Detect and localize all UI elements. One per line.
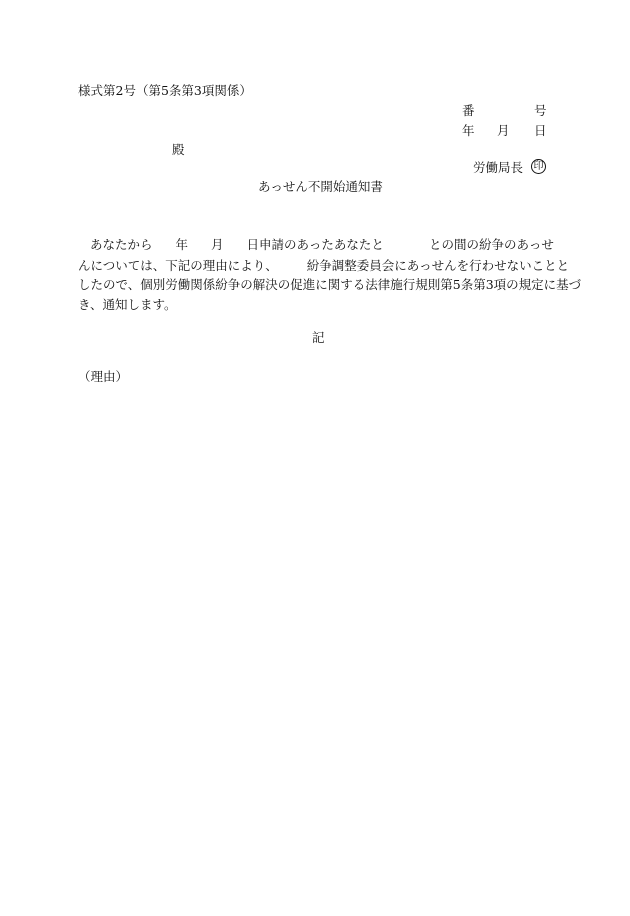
body-text-segment: 日申請のあったあなたと xyxy=(246,237,384,252)
reference-number-prefix: 番 xyxy=(462,103,475,118)
body-text-segment: との間の紛争のあっせ xyxy=(428,237,554,252)
date-month-label: 月 xyxy=(497,123,510,138)
body-paragraph-line-2 xyxy=(78,258,569,274)
body-paragraph-line-1 xyxy=(78,237,554,253)
issuer-title: 労働局長 xyxy=(473,160,524,175)
body-text-segment: あなたから xyxy=(90,237,153,252)
body-text-segment: 紛争調整委員会にあっせんを行わせないことと xyxy=(306,258,570,273)
note-heading: 記 xyxy=(312,330,325,345)
form-number-label: 様式第2号（第5条第3項関係） xyxy=(78,83,252,98)
addressee-honorific: 殿 xyxy=(172,142,185,157)
body-text-segment: 月 xyxy=(211,237,224,252)
body-paragraph-line-3: したので、個別労働関係紛争の解決の促進に関する法律施行規則第5条第3項の規定に基づ xyxy=(78,277,582,292)
date-day-label: 日 xyxy=(534,123,547,138)
reason-label: （理由） xyxy=(78,369,129,384)
seal-stamp-icon: 印 xyxy=(531,159,546,174)
body-text-segment: 年 xyxy=(175,237,189,252)
date-year-label: 年 xyxy=(462,123,475,138)
body-text-segment: んについては、下記の理由により、 xyxy=(78,258,278,273)
reference-number-suffix: 号 xyxy=(534,103,547,118)
document-title: あっせん不開始通知書 xyxy=(258,179,383,194)
body-paragraph-line-4: き、通知します。 xyxy=(78,297,177,312)
